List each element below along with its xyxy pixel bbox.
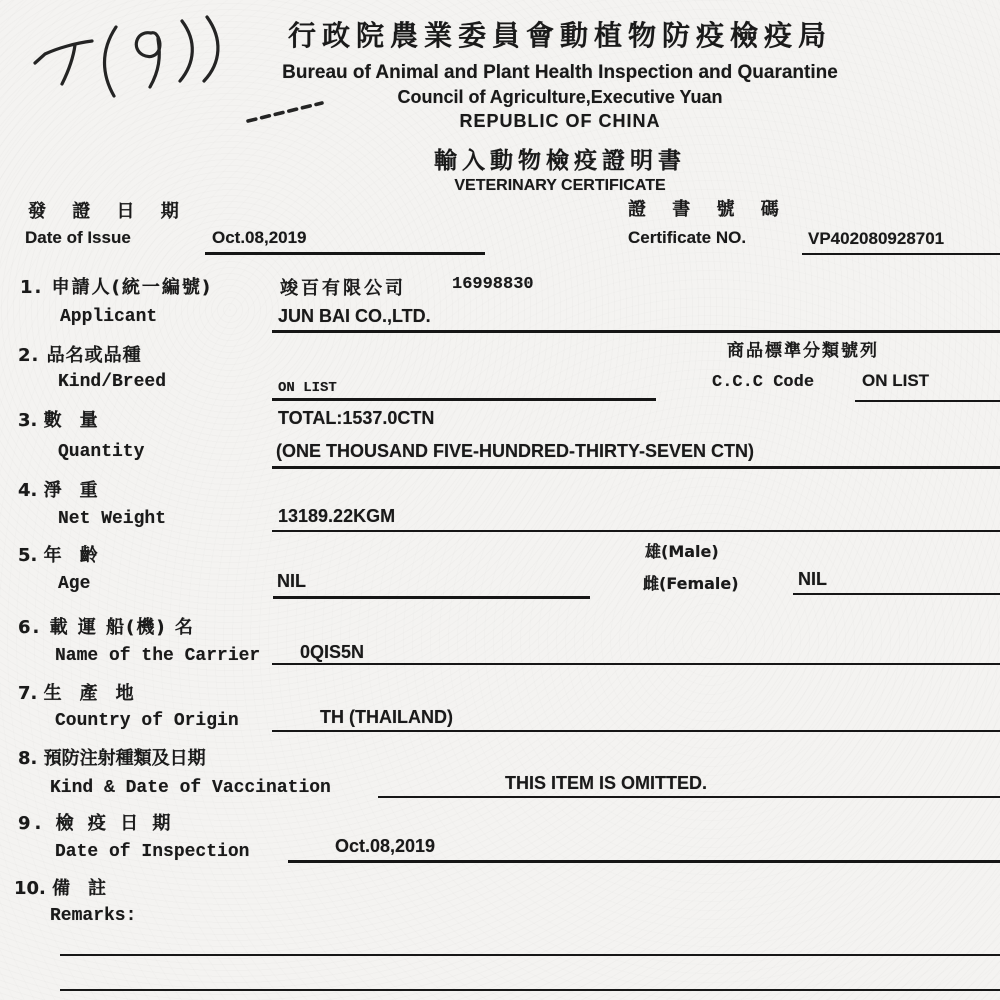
male-label: 雄(Male): [645, 542, 719, 561]
ccc-code-label-en: C.C.C Code: [712, 373, 815, 392]
kind-breed-underline: [272, 398, 656, 401]
date-of-issue-value: Oct.08,2019: [212, 228, 307, 247]
applicant-label-zh: 1. 申請人(統一編號): [20, 277, 213, 298]
remarks-label-zh: 10. 備 註: [14, 878, 107, 899]
quantity-words-value: (ONE THOUSAND FIVE-HUNDRED-THIRTY-SEVEN CTN): [276, 441, 755, 461]
quantity-label-en: Quantity: [58, 442, 145, 462]
ccc-label-zh: 商品標準分類號列: [727, 341, 879, 361]
vaccination-label-zh: 8. 預防注射種類及日期: [18, 748, 206, 769]
quantity-total-value: TOTAL:1537.0CTN: [278, 408, 435, 428]
applicant-label-en: Applicant: [60, 307, 158, 327]
net-weight-label-en: Net Weight: [58, 509, 167, 529]
inspection-label-en: Date of Inspection: [55, 842, 250, 862]
carrier-underline: [272, 663, 1000, 665]
remarks-line-2: [60, 989, 1000, 991]
remarks-label-en: Remarks:: [50, 906, 137, 926]
applicant-underline: [272, 330, 1000, 333]
ccc-code-value: ON LIST: [862, 371, 930, 390]
country-name: REPUBLIC OF CHINA: [459, 111, 661, 131]
net-weight-value: 13189.22KGM: [278, 506, 396, 526]
female-age-underline: [793, 593, 1000, 595]
date-of-issue-underline: [205, 252, 485, 255]
net-weight-underline: [272, 530, 1000, 532]
origin-label-zh: 7. 生 產 地: [18, 683, 134, 704]
doc-title-zh: 輸入動物檢疫證明書: [434, 148, 686, 174]
carrier-label-en: Name of the Carrier: [55, 646, 261, 666]
carrier-label-zh: 6. 載 運 船(機) 名: [18, 617, 195, 638]
inspection-underline: [288, 860, 1000, 863]
applicant-name-en: JUN BAI CO.,LTD.: [278, 306, 431, 326]
vaccination-label-en: Kind & Date of Vaccination: [50, 778, 331, 798]
age-label-zh: 5. 年 齡: [18, 545, 98, 566]
date-of-issue-label-zh: 發 證 日 期: [28, 201, 189, 222]
vaccination-underline: [378, 796, 1000, 798]
vaccination-value: THIS ITEM IS OMITTED.: [505, 773, 707, 793]
kind-breed-label-zh: 2. 品名或品種: [18, 345, 142, 366]
doc-title-en: VETERINARY CERTIFICATE: [454, 177, 666, 194]
agency-name-en: Bureau of Animal and Plant Health Inspection and Quarantine: [282, 62, 838, 83]
applicant-uniform-number: 16998830: [452, 275, 534, 294]
carrier-value: 0QIS5N: [300, 642, 365, 662]
inspection-value: Oct.08,2019: [335, 836, 436, 856]
agency-name-zh: 行政院農業委員會動植物防疫檢疫局: [287, 19, 832, 52]
letterhead: [120, 14, 1000, 195]
quantity-label-zh: 3. 數 量: [18, 410, 98, 431]
applicant-name-zh: 竣百有限公司: [280, 278, 406, 299]
female-label: 雌(Female): [643, 574, 739, 593]
kind-breed-label-en: Kind/Breed: [58, 372, 167, 392]
age-value: NIL: [277, 571, 306, 591]
date-of-issue-label-en: Date of Issue: [25, 228, 131, 247]
certificate-no-label-zh: 證 書 號 碼: [628, 199, 789, 220]
age-label-en: Age: [58, 574, 91, 594]
certificate-no-value: VP402080928701: [808, 229, 945, 248]
certificate-no-label-en: Certificate NO.: [628, 228, 747, 247]
age-underline: [273, 596, 590, 599]
net-weight-label-zh: 4. 淨 重: [18, 480, 98, 501]
female-age-value: NIL: [798, 569, 827, 589]
origin-underline: [272, 730, 1000, 732]
ccc-code-underline: [855, 400, 1000, 402]
remarks-line-1: [60, 954, 1000, 956]
quantity-underline: [272, 466, 1000, 469]
council-name: Council of Agriculture,Executive Yuan: [397, 87, 723, 107]
certificate-no-underline: [802, 253, 1000, 255]
inspection-label-zh: 9. 檢 疫 日 期: [18, 813, 175, 834]
origin-value: TH (THAILAND): [320, 707, 453, 727]
kind-breed-value: ON LIST: [278, 380, 337, 396]
origin-label-en: Country of Origin: [55, 711, 239, 731]
